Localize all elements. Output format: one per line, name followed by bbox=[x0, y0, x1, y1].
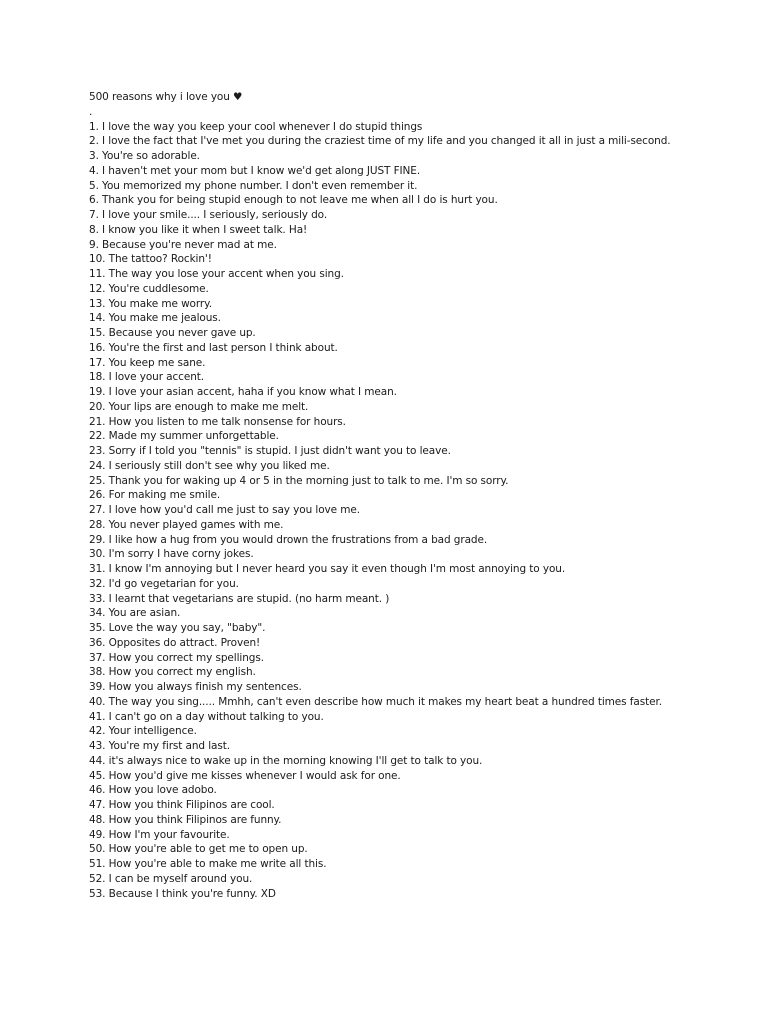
list-item: 31. I know I'm annoying but I never heard you say it even though I'm most annoying to you. bbox=[89, 563, 566, 575]
list-item: 16. You're the first and last person I think about. bbox=[89, 341, 338, 354]
list-item: 48. How you think Filipinos are funny. bbox=[89, 813, 282, 826]
list-item: 25. Thank you for waking up 4 or 5 in the morning just to talk to me. I'm so sorry. bbox=[89, 474, 509, 487]
list-item: 32. I'd go vegetarian for you. bbox=[89, 577, 239, 590]
list-item: 19. I love your asian accent, haha if you know what I mean. bbox=[89, 386, 397, 398]
list-item: 22. Made my summer unforgettable. bbox=[89, 430, 279, 443]
list-item: 6. Thank you for being stupid enough to not leave me when all I do is hurt you. bbox=[89, 194, 498, 207]
list-item: 40. The way you sing..... Mmhh, can't even describe how much it makes my heart beat a hundred times faster. bbox=[89, 695, 662, 708]
document-page bbox=[89, 90, 749, 901]
list-item: 28. You never played games with me. bbox=[89, 518, 284, 531]
list-item: 9. Because you're never mad at me. bbox=[89, 238, 277, 251]
list-item: 33. I learnt that vegetarians are stupid. (no harm meant. ) bbox=[89, 592, 390, 605]
list-item: 14. You make me jealous. bbox=[89, 312, 221, 325]
list-item: 30. I'm sorry I have corny jokes. bbox=[89, 548, 254, 561]
list-item: 21. How you listen to me talk nonsense for hours. bbox=[89, 415, 346, 428]
list-item: 52. I can be myself around you. bbox=[89, 872, 253, 885]
list-item: 4. I haven't met your mom but I know we'd get along JUST FINE. bbox=[89, 164, 421, 177]
list-item: 49. How I'm your favourite. bbox=[89, 828, 230, 841]
list-item: 24. I seriously still don't see why you liked me. bbox=[89, 459, 330, 472]
list-item: 26. For making me smile. bbox=[89, 489, 221, 502]
list-item: 44. it's always nice to wake up in the morning knowing I'll get to talk to you. bbox=[89, 754, 483, 767]
list-item: 2. I love the fact that I've met you during the craziest time of my life and you changed it all in just a mili-second. bbox=[89, 135, 671, 148]
list-item: 20. Your lips are enough to make me melt. bbox=[89, 400, 309, 413]
list-item: 50. How you're able to get me to open up. bbox=[89, 843, 308, 856]
list-item: 45. How you'd give me kisses whenever I would ask for one. bbox=[89, 769, 401, 782]
list-item: 35. Love the way you say, "baby". bbox=[89, 622, 266, 634]
reasons-list bbox=[89, 120, 749, 902]
list-item: 43. You're my first and last. bbox=[89, 740, 231, 752]
list-item: 7. I love your smile.... I seriously, seriously do. bbox=[89, 209, 328, 221]
list-item: 42. Your intelligence. bbox=[89, 725, 197, 738]
list-item: 15. Because you never gave up. bbox=[89, 327, 256, 339]
list-item: 46. How you love adobo. bbox=[89, 784, 217, 797]
list-item: 12. You're cuddlesome. bbox=[89, 282, 209, 295]
separator-dot: . bbox=[89, 105, 93, 118]
list-item: 36. Opposites do attract. Proven! bbox=[89, 636, 261, 649]
list-item: 17. You keep me sane. bbox=[89, 356, 206, 369]
list-item: 18. I love your accent. bbox=[89, 371, 205, 384]
list-item: 53. Because I think you're funny. XD bbox=[89, 887, 276, 900]
list-item: 23. Sorry if I told you "tennis" is stupid. I just didn't want you to leave. bbox=[89, 445, 451, 457]
list-item: 29. I like how a hug from you would drown the frustrations from a bad grade. bbox=[89, 533, 488, 546]
list-item: 11. The way you lose your accent when you sing. bbox=[89, 268, 344, 280]
list-item: 8. I know you like it when I sweet talk. Ha! bbox=[89, 223, 308, 236]
list-item: 13. You make me worry. bbox=[89, 297, 212, 310]
list-item: 27. I love how you'd call me just to say you love me. bbox=[89, 504, 360, 516]
list-item: 10. The tattoo? Rockin'! bbox=[89, 253, 212, 266]
list-item: 1. I love the way you keep your cool whenever I do stupid things bbox=[89, 120, 423, 133]
document-title: 500 reasons why i love you ♥ bbox=[89, 91, 243, 103]
list-item: 38. How you correct my english. bbox=[89, 666, 256, 679]
list-item: 5. You memorized my phone number. I don't even remember it. bbox=[89, 179, 418, 192]
list-item: 3. You're so adorable. bbox=[89, 150, 200, 162]
list-item: 34. You are asian. bbox=[89, 607, 181, 620]
list-item: 47. How you think Filipinos are cool. bbox=[89, 799, 275, 811]
list-item: 41. I can't go on a day without talking to you. bbox=[89, 710, 324, 723]
list-item: 39. How you always finish my sentences. bbox=[89, 681, 302, 693]
list-item: 37. How you correct my spellings. bbox=[89, 651, 264, 664]
list-item: 51. How you're able to make me write all this. bbox=[89, 858, 327, 870]
